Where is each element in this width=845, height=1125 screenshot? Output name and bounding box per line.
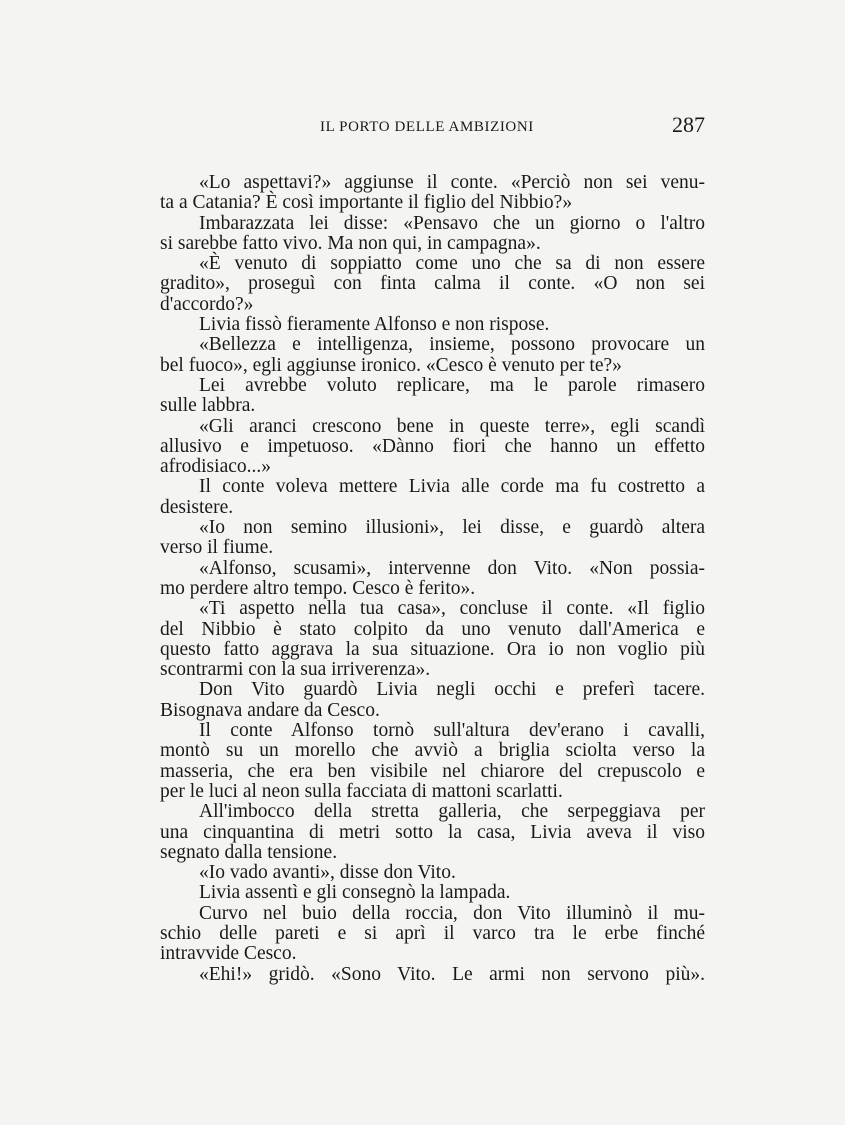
- text-line: Bisognava andare da Cesco.: [160, 699, 380, 721]
- text-line: montò su un morello che avviò a briglia sciolta verso la: [160, 740, 705, 762]
- text-line: «Gli aranci crescono bene in queste terre», egli scandì: [199, 415, 705, 437]
- text-line: «Lo aspettavi?» aggiunse il conte. «Perciò non sei venu-: [199, 172, 705, 193]
- text-line: «Io vado avanti», disse don Vito.: [199, 862, 456, 884]
- text-line: sulle labbra.: [160, 395, 256, 417]
- text-line: mo perdere altro tempo. Cesco è ferito».: [160, 577, 476, 599]
- text-line: Il conte Alfonso tornò sull'altura dev'erano i cavalli,: [199, 720, 705, 742]
- text-line: afrodisiaco...»: [160, 456, 272, 478]
- text-line: intravvide Cesco.: [160, 943, 297, 965]
- text-line: questo fatto aggrava la sua situazione. Ora io non voglio più: [160, 638, 705, 660]
- text-line: Livia assentì e gli consegnò la lampada.: [199, 882, 511, 904]
- text-line: ta a Catania? È così importante il figlio del Nibbio?»: [160, 192, 573, 214]
- text-line: del Nibbio è stato colpito da uno venuto dall'America e: [160, 618, 705, 640]
- page-number: 287: [672, 112, 705, 137]
- text-line: Imbarazzata lei disse: «Pensavo che un giorno o l'altro: [199, 212, 705, 234]
- text-line: Livia fissò fieramente Alfonso e non rispose.: [199, 314, 550, 336]
- text-line: desistere.: [160, 496, 234, 518]
- text-line: si sarebbe fatto vivo. Ma non qui, in campagna».: [160, 232, 541, 254]
- text-line: Lei avrebbe voluto replicare, ma le parole rimasero: [199, 374, 705, 396]
- text-line: «Alfonso, scusami», intervenne don Vito. «Non possia-: [199, 557, 705, 579]
- text-line: verso il fiume.: [160, 537, 274, 559]
- text-line: «È venuto di soppiatto come uno che sa di non essere: [199, 253, 705, 275]
- running-title: IL PORTO DELLE AMBIZIONI: [320, 119, 534, 135]
- text-line: Don Vito guardò Livia negli occhi e preferì tacere.: [199, 679, 705, 701]
- text-line: gradito», proseguì con finta calma il conte. «O non sei: [160, 273, 705, 295]
- text-line: masseria, che era ben visibile nel chiarore del crepuscolo e: [160, 760, 705, 782]
- text-line: «Bellezza e intelligenza, insieme, possono provocare un: [199, 334, 705, 356]
- text-line: bel fuoco», egli aggiunse ironico. «Cesco è venuto per te?»: [160, 354, 622, 376]
- text-line: allusivo e impetuoso. «Dànno fiori che hanno un effetto: [160, 435, 705, 457]
- text-line: Il conte voleva mettere Livia alle corde ma fu costretto a: [199, 476, 705, 498]
- page-header: [160, 112, 705, 142]
- text-line: d'accordo?»: [160, 293, 254, 315]
- text-line: All'imbocco della stretta galleria, che serpeggiava per: [199, 801, 705, 823]
- text-line: scontrarmi con la sua irriverenza».: [160, 659, 431, 681]
- text-line: Curvo nel buio della roccia, don Vito illuminò il mu-: [199, 902, 705, 924]
- text-line: per le luci al neon sulla facciata di mattoni scarlatti.: [160, 780, 563, 802]
- text-line: una cinquantina di metri sotto la casa, Livia aveva il viso: [160, 821, 705, 843]
- text-line: «Ti aspetto nella tua casa», concluse il conte. «Il figlio: [199, 598, 705, 620]
- text-line: segnato dalla tensione.: [160, 841, 338, 863]
- text-line: schio delle pareti e si aprì il varco tra le erbe finché: [160, 922, 705, 944]
- body-text: [160, 173, 705, 985]
- text-line: «Ehi!» gridò. «Sono Vito. Le armi non servono più».: [199, 963, 705, 985]
- text-line: «Io non semino illusioni», lei disse, e guardò altera: [199, 517, 705, 539]
